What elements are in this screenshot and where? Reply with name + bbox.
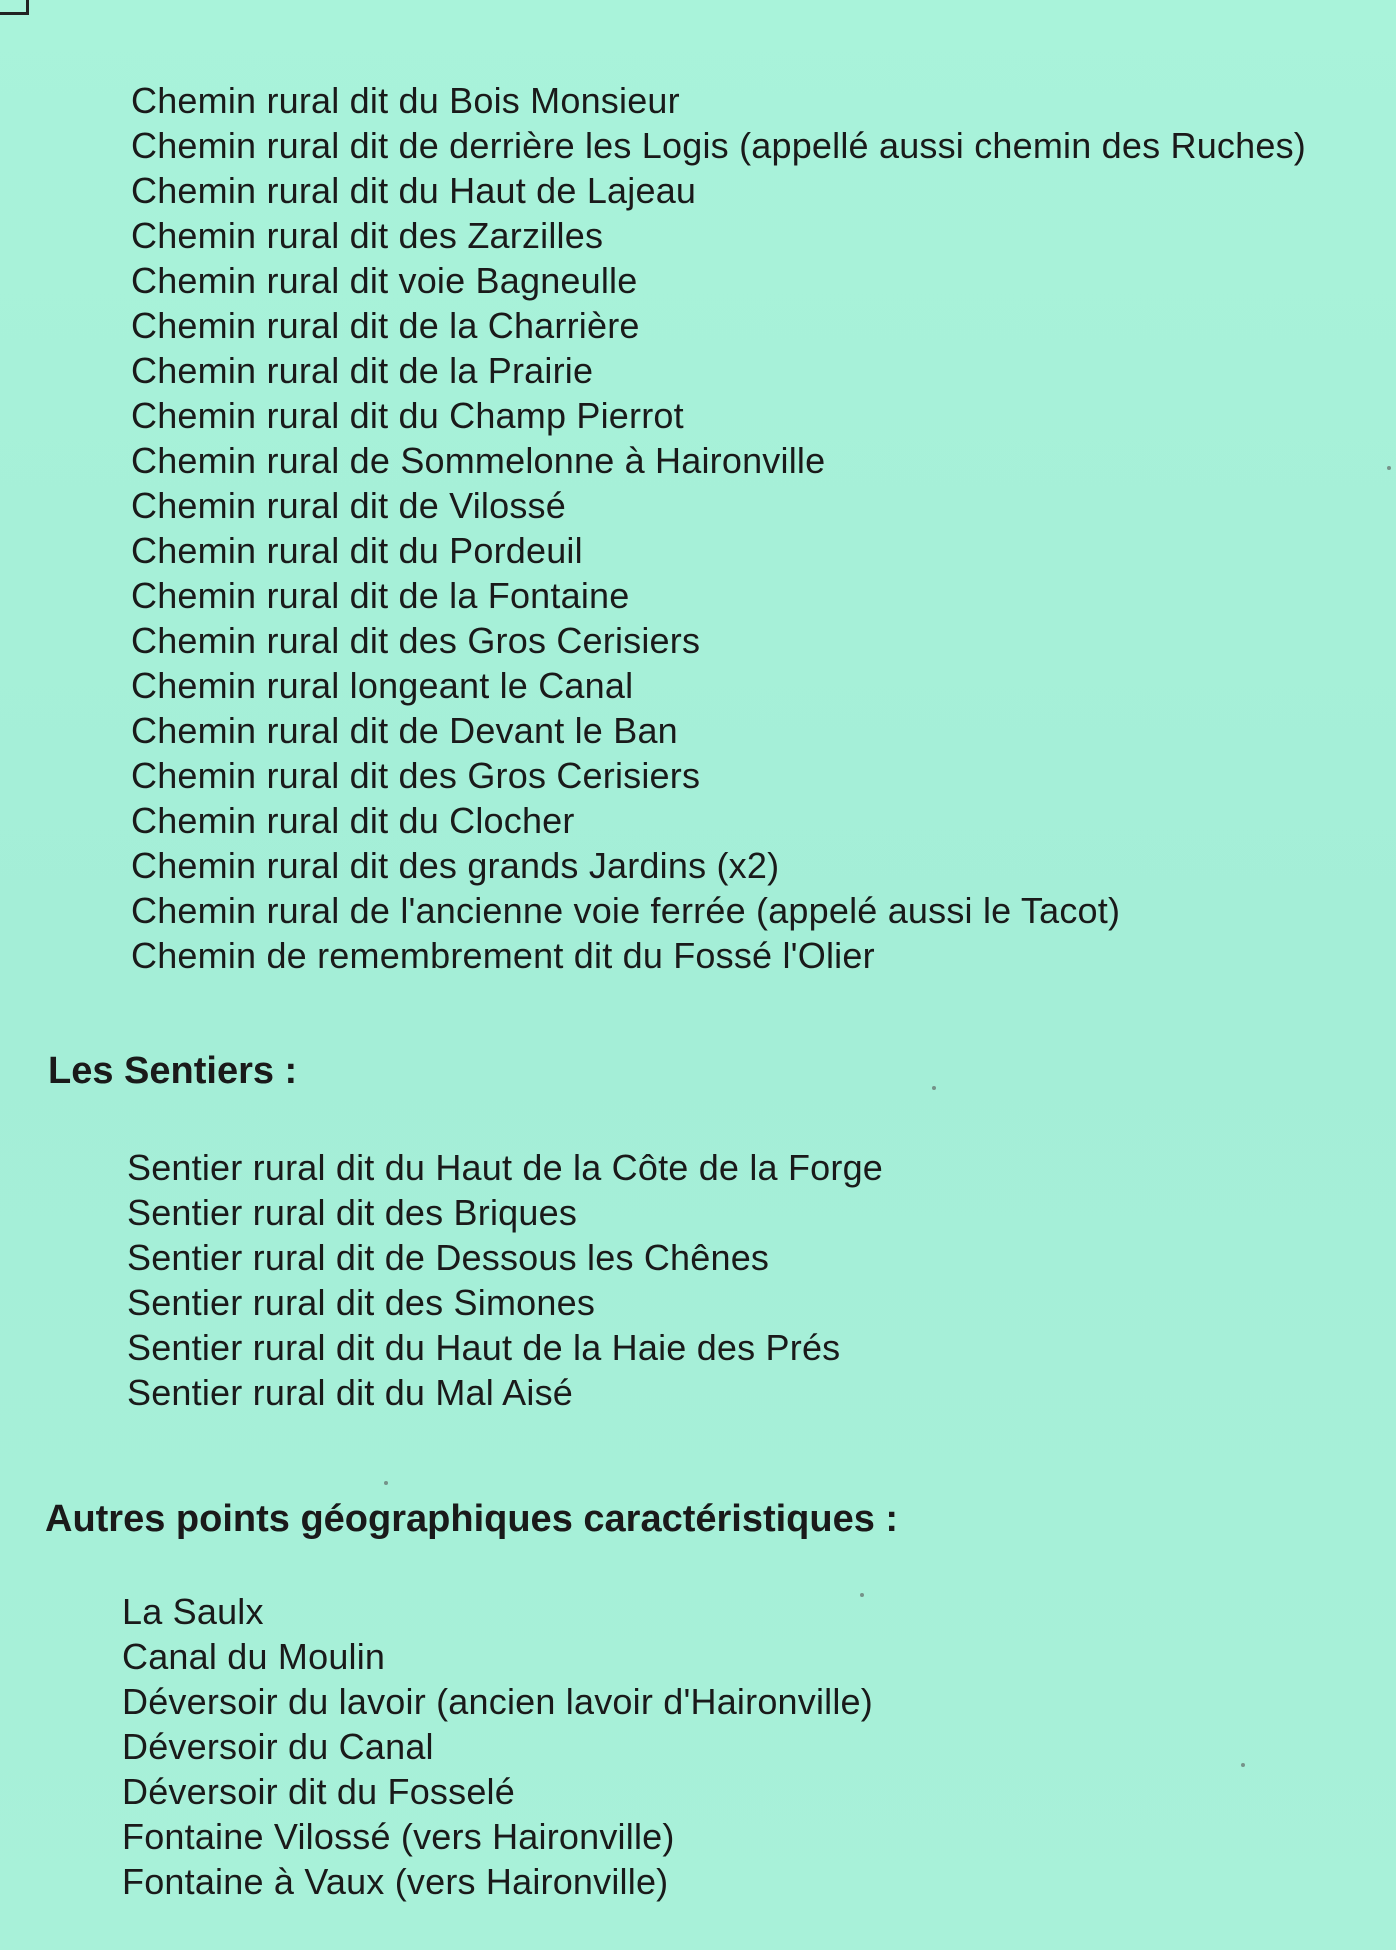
chemin-item: Chemin rural dit de Devant le Ban: [131, 710, 678, 751]
scan-speck: [860, 1593, 864, 1597]
sentiers-list: [127, 1145, 883, 1415]
scan-speck: [932, 1086, 936, 1090]
autre-item: La Saulx: [122, 1591, 264, 1632]
chemin-item: Chemin rural dit du Pordeuil: [131, 530, 583, 571]
chemin-item: Chemin rural dit du Champ Pierrot: [131, 395, 684, 436]
chemin-item: Chemin rural dit voie Bagneulle: [131, 260, 638, 301]
chemin-item: Chemin rural dit des Zarzilles: [131, 215, 604, 256]
autre-item: Canal du Moulin: [122, 1636, 386, 1677]
chemin-item: Chemin rural dit du Bois Monsieur: [131, 80, 680, 121]
sentier-item: Sentier rural dit du Haut de la Côte de la Forge: [127, 1147, 884, 1188]
chemin-item: Chemin rural de l'ancienne voie ferrée (appelé aussi le Tacot): [131, 890, 1121, 931]
autre-item: Fontaine à Vaux (vers Haironville): [122, 1861, 669, 1902]
chemin-item: Chemin rural dit de la Charrière: [131, 305, 640, 346]
sentier-item: Sentier rural dit des Briques: [127, 1192, 578, 1233]
scan-speck: [384, 1481, 388, 1485]
chemin-item: Chemin rural dit de Vilossé: [131, 485, 566, 526]
chemin-item: Chemin de remembrement dit du Fossé l'Olier: [131, 935, 875, 976]
chemin-item: Chemin rural dit des Gros Cerisiers: [131, 620, 701, 661]
autres-list: [122, 1589, 873, 1904]
scan-speck: [1241, 1763, 1245, 1767]
corner-mark: [0, 0, 29, 15]
autre-item: Fontaine Vilossé (vers Haironville): [122, 1816, 675, 1857]
sentiers-heading: Les Sentiers :: [48, 1050, 298, 1092]
chemin-item: Chemin rural dit des Gros Cerisiers: [131, 755, 701, 796]
chemin-item: Chemin rural de Sommelonne à Haironville: [131, 440, 826, 481]
scan-speck: [1387, 466, 1391, 470]
sentier-item: Sentier rural dit du Mal Aisé: [127, 1372, 574, 1413]
chemin-item: Chemin rural dit du Clocher: [131, 800, 575, 841]
chemin-item: Chemin rural dit des grands Jardins (x2): [131, 845, 780, 886]
sentier-item: Sentier rural dit des Simones: [127, 1282, 596, 1323]
sentier-item: Sentier rural dit du Haut de la Haie des Prés: [127, 1327, 841, 1368]
chemin-item: Chemin rural dit de la Fontaine: [131, 575, 630, 616]
autres-heading: Autres points géographiques caractéristiques :: [45, 1498, 899, 1540]
sentier-item: Sentier rural dit de Dessous les Chênes: [127, 1237, 770, 1278]
chemin-item: Chemin rural longeant le Canal: [131, 665, 634, 706]
autre-item: Déversoir du Canal: [122, 1726, 434, 1767]
chemin-item: Chemin rural dit de la Prairie: [131, 350, 594, 391]
autre-item: Déversoir dit du Fosselé: [122, 1771, 515, 1812]
chemins-list: [131, 78, 1306, 978]
chemin-item: Chemin rural dit du Haut de Lajeau: [131, 170, 697, 211]
chemin-item: Chemin rural dit de derrière les Logis (appellé aussi chemin des Ruches): [131, 125, 1306, 166]
autre-item: Déversoir du lavoir (ancien lavoir d'Haironville): [122, 1681, 873, 1722]
